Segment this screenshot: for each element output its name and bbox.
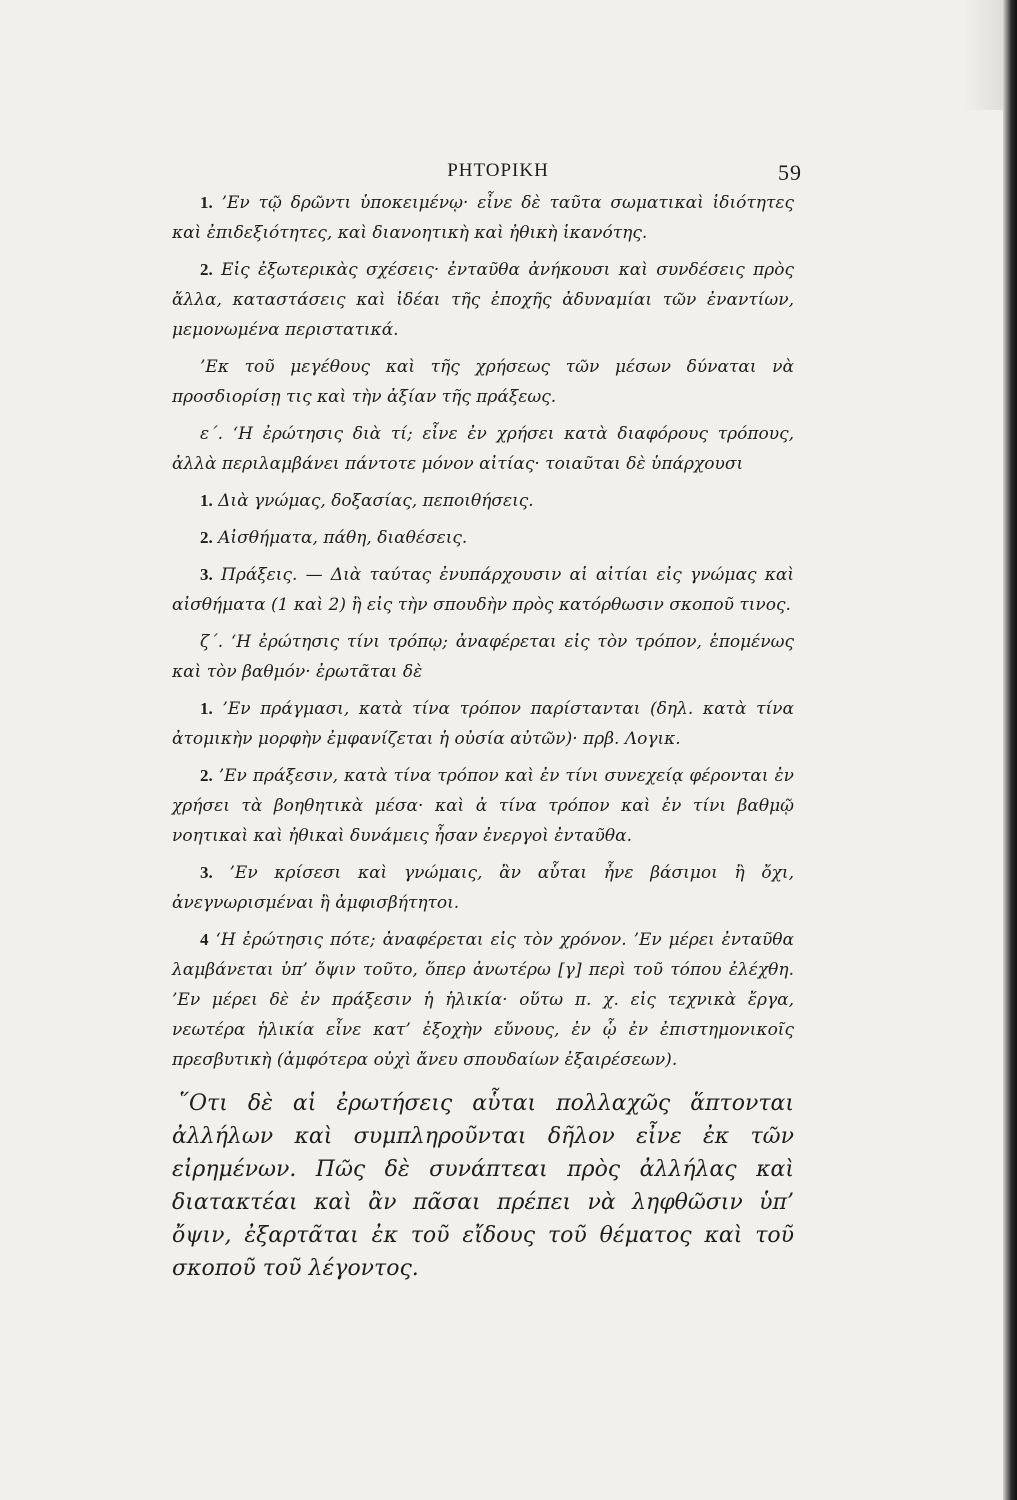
paragraph bbox=[172, 188, 794, 248]
paragraph-text: Εἰς ἐξωτερικὰς σχέσεις· ἐνταῦθα ἀνήκουσι καὶ συνδέσεις πρὸς ἄλλα, καταστάσεις καὶ ἰδέαι τῆς ἐποχῆς ἀδυναμίαι τῶν ἐναντίων, μεμονωμένα περιστατικά. bbox=[172, 260, 794, 340]
paragraph bbox=[172, 486, 794, 516]
paragraph-text: Διὰ γνώμας, δοξασίας, πεποιθήσεις. bbox=[218, 491, 534, 511]
paragraph bbox=[172, 255, 794, 345]
item-number: 3. bbox=[200, 565, 213, 584]
paragraph-text: ‘Η ἐρώτησις πότε; ἀναφέρεται εἰς τὸν χρόνον. ’Εν μέρει ἐνταῦθα λαμβάνεται ὑπ’ ὄψιν τοῦτο, ὅπερ ἀνωτέρω [γ] περὶ τοῦ τόπου ἐλέχθη. ’Εν μέρει δὲ ἐν πράξεσιν ἡ ἡλικία· οὕτω π. χ. εἰς τεχνικὰ ἔργα, νεωτέρα ἡλικία εἶνε κατ’ ἐξοχὴν εὔνους, ἐν ᾧ ἐν ἐπιστημονικοῖς πρεσβυτικὴ (ἀμφότερα οὐχὶ ἄνευ σπουδαίων ἐξαιρέσεων). bbox=[172, 930, 794, 1070]
handwritten-conclusion: ῞Οτι δὲ αἱ ἐρωτήσεις αὗται πολλαχῶς ἅπτονται ἀλλήλων καὶ συμπληροῦνται δῆλον εἶνε ἐκ τῶν εἰρημένων. Πῶς δὲ συνάπτεαι πρὸς ἀλλήλας καὶ διατακτέαι καὶ ἂν πᾶσαι πρέπει νὰ ληφθῶσιν ὑπ’ ὄψιν, ἐξαρτᾶται ἐκ τοῦ εἴδους τοῦ θέματος καὶ τοῦ σκοποῦ τοῦ λέγοντος. bbox=[172, 1091, 794, 1281]
paragraph-text: ’Εν κρίσεσι καὶ γνώμαις, ἂν αὗται ἦνε βάσιμοι ἢ ὄχι, ἀνεγνωρισμέναι ἢ ἀμφισβήτητοι. bbox=[172, 863, 795, 913]
paragraph-text: ’Εκ τοῦ μεγέθους καὶ τῆς χρήσεως τῶν μέσων δύναται νὰ προσδιορίσῃ τις καὶ τὴν ἀξίαν τῆς πράξεως. bbox=[172, 357, 794, 407]
item-number: 3. bbox=[200, 863, 213, 882]
paragraph-text: ’Εν τῷ δρῶντι ὑποκειμένῳ· εἶνε δὲ ταῦτα σωματικαὶ ἰδιότητες καὶ ἐπιδεξιότητες, καὶ διανοητικὴ καὶ ἠθικὴ ἱκανότης. bbox=[172, 193, 794, 243]
page-binding-edge bbox=[1003, 0, 1017, 1500]
paragraph bbox=[172, 419, 794, 479]
item-number: 1. bbox=[200, 699, 213, 718]
paragraph bbox=[172, 761, 794, 851]
page-shadow bbox=[963, 0, 1003, 110]
paragraph-text: Πράξεις. — Διὰ ταύτας ἐνυπάρχουσιν αἱ αἰτίαι εἰς γνώμας καὶ αἰσθήματα (1 καὶ 2) ἢ εἰς τὴν σπουδὴν πρὸς κατόρθωσιν σκοποῦ τινος. bbox=[172, 565, 794, 615]
item-number: 2. bbox=[200, 766, 213, 785]
page-number: 59 bbox=[778, 160, 802, 185]
paragraph bbox=[172, 694, 794, 754]
item-number: 4 bbox=[200, 930, 209, 949]
item-number: 2. bbox=[200, 260, 213, 279]
paragraph-text: ’Εν πράγμασι, κατὰ τίνα τρόπον παρίστανται (δηλ. κατὰ τίνα ἀτομικὴν μορφὴν ἐμφανίζεται ἡ οὐσία αὐτῶν)· πρβ. Λογικ. bbox=[172, 699, 794, 749]
item-number: 2. bbox=[200, 528, 213, 547]
paragraph bbox=[172, 352, 794, 412]
paragraph bbox=[172, 925, 794, 1075]
book-page bbox=[172, 152, 802, 1285]
paragraph-text: ζ΄. ‘Η ἐρώτησις τίνι τρόπῳ; ἀναφέρεται εἰς τὸν τρόπον, ἑπομένως καὶ τὸν βαθμόν· ἐρωτᾶται δὲ bbox=[172, 632, 794, 682]
item-number: 1. bbox=[200, 491, 213, 510]
paragraph bbox=[172, 858, 794, 918]
item-number: 1. bbox=[200, 193, 213, 212]
paragraph-text: Αἰσθήματα, πάθη, διαθέσεις. bbox=[218, 528, 468, 548]
paragraph bbox=[172, 523, 794, 553]
page-title: ΡΗΤΟΡΙΚΗ bbox=[447, 160, 549, 181]
paragraph-text: ε΄. ‘Η ἐρώτησις διὰ τί; εἶνε ἐν χρήσει κατὰ διαφόρους τρόπους, ἀλλὰ περιλαμβάνει πάντοτε μόνον αἰτίας· τοιαῦται δὲ ὑπάρχουσι bbox=[172, 424, 794, 474]
running-head bbox=[172, 152, 802, 185]
paragraph bbox=[172, 560, 794, 620]
paragraph bbox=[172, 627, 794, 687]
paragraph-text: ’Εν πράξεσιν, κατὰ τίνα τρόπον καὶ ἐν τίνι συνεχείᾳ φέρονται ἐν χρήσει τὰ βοηθητικὰ μέσα· καὶ ἀ τίνα τρόπον καὶ ἐν τίνι βαθμῷ νοητικαὶ καὶ ἠθικαὶ δυνάμεις ἦσαν ἐνεργοὶ ἐνταῦθα. bbox=[172, 766, 794, 846]
